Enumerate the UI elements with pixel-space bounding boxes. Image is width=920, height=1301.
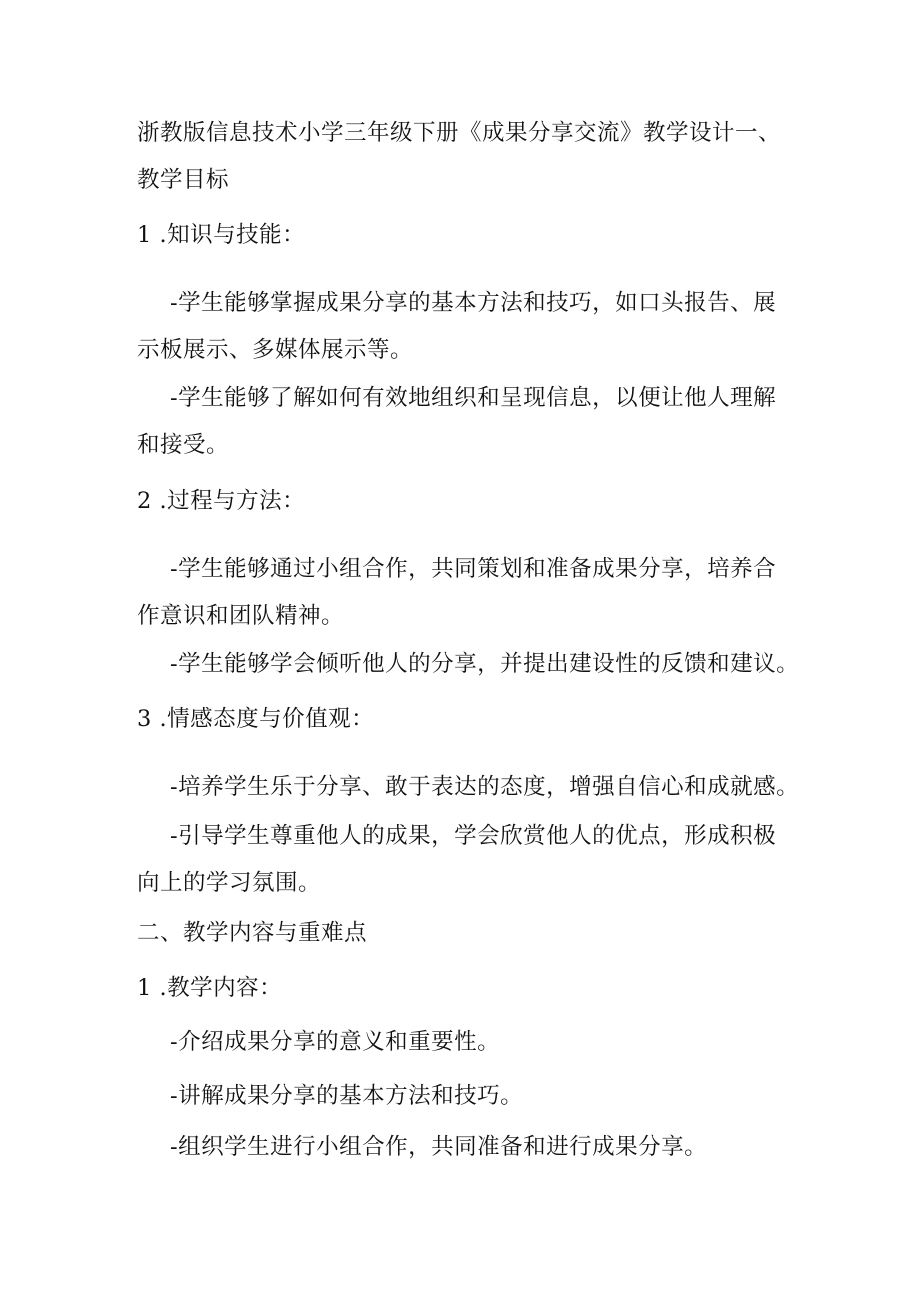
paragraph-line: -学生能够通过小组合作，共同策划和准备成果分享，培养合: [170, 556, 777, 582]
document-title-line1: 浙教版信息技术小学三年级下册《成果分享交流》教学设计一、: [137, 120, 782, 146]
section-heading-attitudes-values: 3 .情感态度与价值观：: [137, 706, 375, 732]
paragraph-line: 向上的学习氛围。: [137, 870, 322, 896]
paragraph-line: -培养学生乐于分享、敢于表达的态度，增强自信心和成就感。: [170, 774, 800, 800]
paragraph-line: -学生能够掌握成果分享的基本方法和技巧，如口头报告、展: [170, 290, 777, 316]
list-item: -介绍成果分享的意义和重要性。: [170, 1029, 501, 1055]
section-heading-knowledge-skills: 1 .知识与技能：: [137, 222, 306, 248]
paragraph-line: 示板展示、多媒体展示等。: [137, 337, 414, 363]
paragraph-line: -引导学生尊重他人的成果，学会欣赏他人的优点，形成积极: [170, 823, 777, 849]
section-heading-teaching-content: 1 .教学内容：: [137, 975, 283, 1001]
list-item: -讲解成果分享的基本方法和技巧。: [170, 1083, 524, 1109]
section-heading-process-methods: 2 .过程与方法：: [137, 488, 306, 514]
document-title-line2: 教学目标: [137, 167, 230, 193]
paragraph-line: -学生能够学会倾听他人的分享，并提出建设性的反馈和建议。: [170, 651, 800, 677]
paragraph-line: 和接受。: [137, 432, 230, 458]
paragraph-line: 作意识和团队精神。: [137, 603, 345, 629]
paragraph-line: -学生能够了解如何有效地组织和呈现信息，以便让他人理解: [170, 385, 777, 411]
part-heading-content-keypoints: 二、教学内容与重难点: [137, 920, 368, 946]
list-item: -组织学生进行小组合作，共同准备和进行成果分享。: [170, 1134, 708, 1160]
